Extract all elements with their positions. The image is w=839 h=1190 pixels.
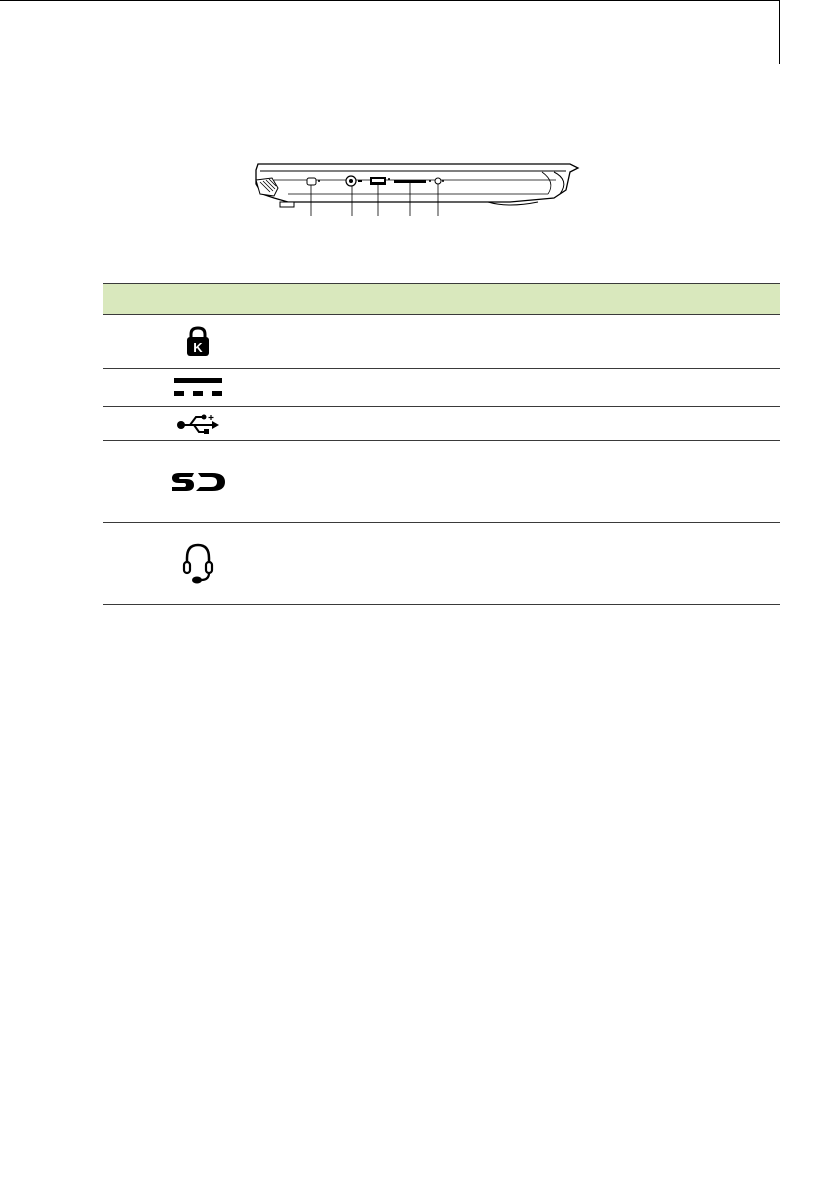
port-headset-jack: [435, 178, 441, 184]
table-row: [103, 523, 780, 605]
laptop-left-side-figure: [248, 158, 580, 220]
headset-icon: [181, 542, 215, 586]
usb-icon: [176, 413, 220, 435]
page-header-rule: [0, 0, 839, 70]
laptop-side-view-illustration: [248, 158, 580, 220]
port-sd-card: [394, 180, 426, 183]
dc-power-icon: [172, 375, 224, 401]
kensington-lock-icon: [185, 326, 211, 358]
table-row: [103, 369, 780, 407]
sd-card-icon: [170, 471, 226, 493]
table-row: [103, 407, 780, 441]
header-icon: [148, 284, 248, 315]
table-row: [103, 315, 780, 369]
ports-table: [103, 283, 780, 605]
header-no: [103, 284, 148, 315]
header-description: [380, 284, 780, 315]
table-row: [103, 441, 780, 523]
header-item: [248, 284, 380, 315]
table-header-row: [103, 284, 780, 315]
svg-text:K: K: [193, 339, 203, 355]
port-kensington-slot: [307, 178, 316, 185]
